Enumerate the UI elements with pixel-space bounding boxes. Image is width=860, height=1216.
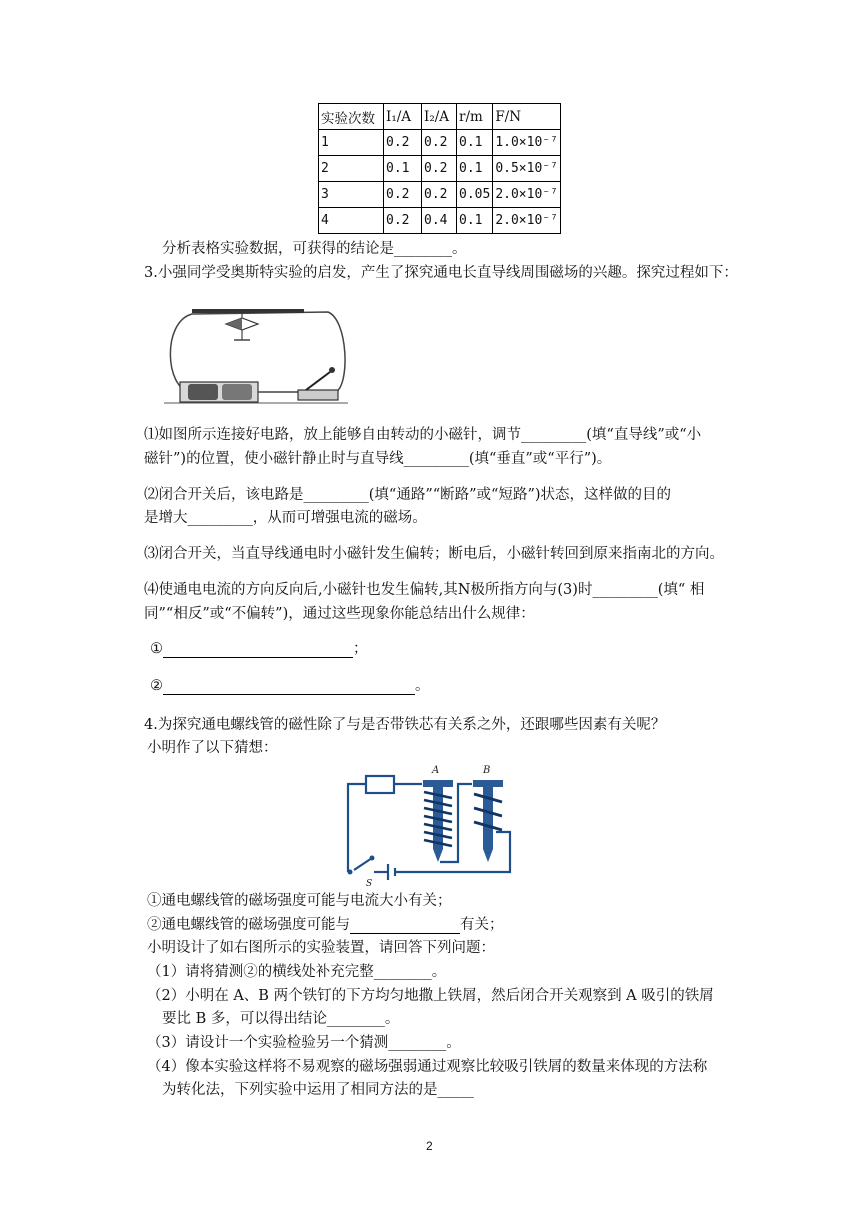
analysis-question: 分析表格实验数据，可获得的结论是________。 bbox=[162, 241, 467, 257]
q3-part1-line1: ⑴如图所示连接好电路，放上能够自由转动的小磁针，调节_________(填“直导线”或“小 bbox=[144, 427, 702, 443]
q3-part4-line2: 同”“相反”或“不偏转”)，通过这些现象你能总结出什么规律： bbox=[144, 606, 535, 622]
guess-one: ①通电螺线管的磁场强度可能与电流大小有关； bbox=[147, 893, 452, 909]
q3-part2-line1: ⑵闭合开关后，该电路是_________(填“通路”“断路”或“短路”)状态，这样做的目的 bbox=[144, 487, 672, 503]
table-cell: 4 bbox=[319, 208, 384, 234]
table-row bbox=[319, 182, 561, 208]
q3-part4-line1: ⑷使通电电流的方向反向后,小磁针也发生偏转,其N极所指方向与(3)时_________(填“ 相 bbox=[144, 582, 705, 598]
q4-design: 小明设计了如右图所示的实验装置，请回答下列问题： bbox=[147, 940, 495, 956]
q4-sub3: （3）请设计一个实验检验另一个猜测________。 bbox=[147, 1035, 461, 1051]
electromagnet-circuit-diagram bbox=[344, 762, 518, 887]
table-cell: 0.2 bbox=[422, 156, 457, 182]
rule-two-answer-blank[interactable] bbox=[163, 679, 415, 695]
table-cell: 0.1 bbox=[457, 130, 493, 156]
rule-one-end: ； bbox=[353, 641, 368, 657]
guess-two bbox=[147, 918, 504, 934]
table-row bbox=[319, 156, 561, 182]
table-cell: 0.4 bbox=[422, 208, 457, 234]
header-cell: F/N bbox=[493, 104, 561, 130]
table-cell: 2.0×10⁻⁷ bbox=[493, 182, 561, 208]
table-cell: 2.0×10⁻⁷ bbox=[493, 208, 561, 234]
table-row bbox=[319, 130, 561, 156]
guess-two-start: ②通电螺线管的磁场强度可能与 bbox=[147, 917, 350, 933]
table-cell: 0.5×10⁻⁷ bbox=[493, 156, 561, 182]
table-cell: 1.0×10⁻⁷ bbox=[493, 130, 561, 156]
header-cell: 实验次数 bbox=[319, 104, 384, 130]
experiment-table bbox=[318, 103, 561, 234]
nail-b-label: B bbox=[483, 765, 491, 776]
table-header-row bbox=[319, 104, 561, 130]
table-cell: 0.05 bbox=[457, 182, 493, 208]
table-cell: 0.1 bbox=[457, 156, 493, 182]
table-cell: 2 bbox=[319, 156, 384, 182]
table-cell: 0.2 bbox=[384, 182, 422, 208]
rule-one-answer-blank[interactable] bbox=[163, 642, 353, 658]
header-cell: r/m bbox=[457, 104, 493, 130]
q4-intro: 4.为探究通电螺线管的磁性除了与是否带铁芯有关系之外，还跟哪些因素有关呢？ bbox=[144, 717, 666, 733]
q3-part3: ⑶闭合开关，当直导线通电时小磁针发生偏转；断电后，小磁针转回到原来指南北的方向。 bbox=[144, 546, 724, 562]
nail-a-label: A bbox=[432, 765, 440, 776]
oersted-circuit-diagram bbox=[160, 300, 350, 410]
rule-one-number: ① bbox=[150, 641, 163, 657]
table-cell: 3 bbox=[319, 182, 384, 208]
q3-intro: 3.小强同学受奥斯特实验的启发，产生了探究通电长直导线周围磁场的兴趣。探究过程如下： bbox=[144, 265, 738, 281]
table-cell: 0.2 bbox=[422, 130, 457, 156]
table-cell: 0.1 bbox=[384, 156, 422, 182]
table-cell: 0.2 bbox=[384, 130, 422, 156]
q4-sub4-line1: （4）像本实验这样将不易观察的磁场强弱通过观察比较吸引铁屑的数量来体现的方法称 bbox=[147, 1059, 708, 1075]
header-cell: I₂/A bbox=[422, 104, 457, 130]
q3-part1-line2: 磁针”)的位置，使小磁针静止时与直导线_________(填“垂直”或“平行”)。 bbox=[144, 451, 612, 467]
guess-two-end: 有关； bbox=[460, 917, 504, 933]
rule-two bbox=[150, 679, 430, 695]
table-cell: 0.2 bbox=[384, 208, 422, 234]
rule-two-end: 。 bbox=[415, 678, 430, 694]
q4-sub4-line2: 为转化法，下列实验中运用了相同方法的是_____ bbox=[162, 1082, 474, 1098]
table-row bbox=[319, 208, 561, 234]
rule-two-number: ② bbox=[150, 678, 163, 694]
table-cell: 1 bbox=[319, 130, 384, 156]
table-cell: 0.2 bbox=[422, 182, 457, 208]
page-number: 2 bbox=[426, 1139, 433, 1153]
q4-sub1: （1）请将猜测②的横线处补充完整________。 bbox=[147, 964, 447, 980]
table-cell: 0.1 bbox=[457, 208, 493, 234]
q4-sub2-line2: 要比 B 多，可以得出结论________。 bbox=[162, 1011, 400, 1027]
q4-sub2-line1: （2）小明在 A、B 两个铁钉的下方均匀地撒上铁屑，然后闭合开关观察到 A 吸引的铁屑 bbox=[147, 988, 714, 1004]
guess-two-blank[interactable] bbox=[350, 918, 460, 934]
switch-label: S bbox=[366, 879, 373, 887]
q3-part2-line2: 是增大_________，从而可增强电流的磁场。 bbox=[144, 510, 427, 526]
q4-guess-intro: 小明作了以下猜想： bbox=[147, 740, 278, 756]
rule-one bbox=[150, 642, 368, 658]
header-cell: I₁/A bbox=[384, 104, 422, 130]
